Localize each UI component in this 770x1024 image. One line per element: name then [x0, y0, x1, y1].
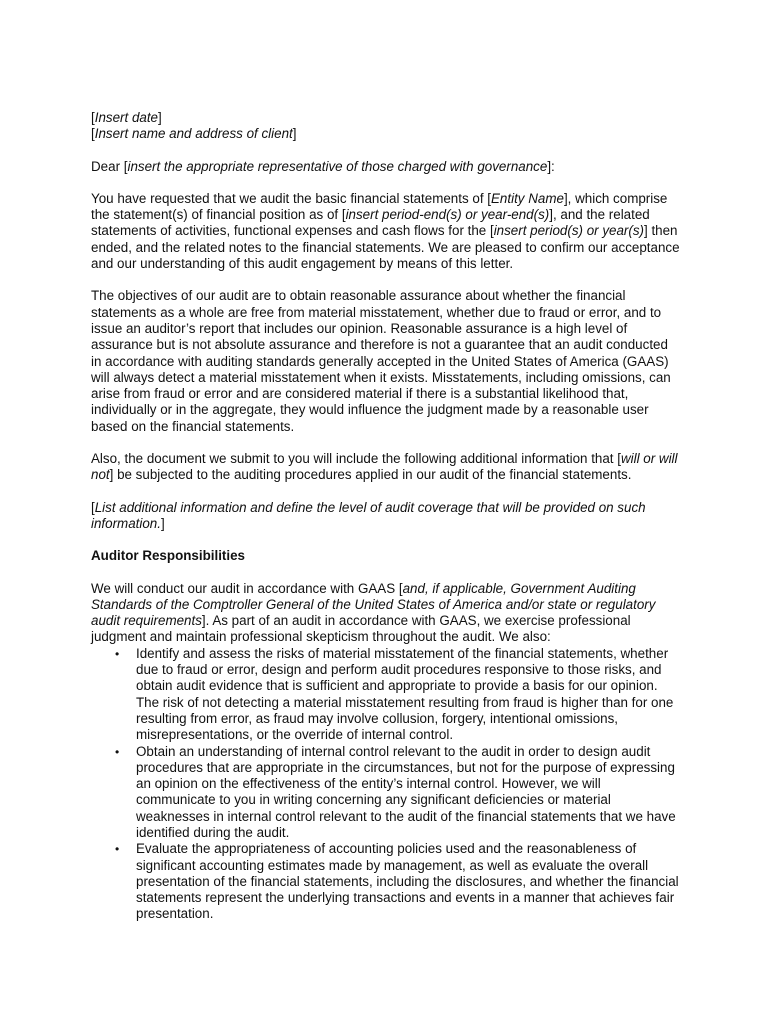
list-item: • Obtain an understanding of internal control relevant to the audit in order to design audit procedures that are appropriate in the circumstances, but not for the purpose of expressing an opinion on the effectiveness of the entity’s internal control. However, we will communicate to you in writing concerning any significant deficiencies or material weaknesses in internal control relevant to the audit of the financial statements that we have identified during the audit.	[115, 743, 676, 840]
salutation-placeholder: insert the appropriate representative of those charged with governance	[127, 158, 548, 174]
salutation: Dear [insert the appropriate representative of those charged with governance]:	[91, 158, 555, 174]
bullet-icon: •	[115, 842, 120, 857]
section-heading-auditor-responsibilities: Auditor Responsibilities	[91, 548, 246, 564]
periods-placeholder: insert period(s) or year(s)	[493, 223, 644, 239]
bullet-icon: •	[115, 744, 120, 759]
additional-info-paragraph: Also, the document we submit to you will include the following additional information that [will or will not] be subjected to the auditing procedures applied in our audit of the financial statements.	[91, 451, 678, 483]
responsibilities-list	[91, 646, 681, 923]
objectives-paragraph: The objectives of our audit are to obtain reasonable assurance about whether the financial statements as a whole are free from material misstatement, whether due to fraud or error, and to issue an auditor’s report that includes our opinion. Reasonable assurance is a high level of assurance but is not absolute assurance and therefore is not a guarantee that an audit conducted in accordance with auditing standards generally accepted in the United States of America (GAAS) will always detect a material misstatement when it exists. Misstatements, including omissions, can arise from fraud or error and are considered material if there is a substantial likelihood that, individually or in the aggregate, they would influence the judgment made by a reasonable user based on the financial statements.	[91, 288, 671, 434]
additional-info-placeholder: List additional information and define the level of audit coverage that will be provided on such information.	[91, 499, 646, 531]
gaas-paragraph: We will conduct our audit in accordance with GAAS [and, if applicable, Government Auditing Standards of the Comptroller General of the United States of America and/or state or regulatory audit requirements]. As part of an audit in accordance with GAAS, we exercise professional judgment and maintain professional skepticism throughout the audit. We also:	[91, 580, 656, 645]
entity-name-placeholder: Entity Name	[491, 190, 564, 206]
list-item: • Identify and assess the risks of material misstatement of the financial statements, whether due to fraud or error, design and perform audit procedures responsive to those risks, and obtain audit evidence that is sufficient and appropriate to provide a basis for our opinion. The risk of not detecting a material misstatement resulting from fraud is higher than for one resulting from error, as fraud may involve collusion, forgery, intentional omissions, misrepresentations, or the override of internal control.	[115, 645, 674, 743]
period-end-placeholder: insert period-end(s) or year-end(s)	[345, 207, 550, 223]
letter-page	[91, 110, 681, 923]
engagement-paragraph: You have requested that we audit the basic financial statements of [Entity Name], which comprise the statement(s) of financial position as of [insert period-end(s) or year-end(s)], and the related statements of activities, functional expenses and cash flows for the [insert period(s) or year(s)] then ended, and the related notes to the financial statements. We are pleased to confirm our acceptance and our understanding of this audit engagement by means of this letter.	[91, 190, 680, 272]
date-placeholder: Insert date	[94, 110, 159, 125]
date-line: [Insert date]	[91, 110, 162, 125]
list-item: • Evaluate the appropriateness of accounting policies used and the reasonableness of significant accounting estimates made by management, as well as evaluate the overall presentation of the financial statements, including the disclosures, and whether the financial statements represent the underlying transactions and events in a manner that achieves fair presentation.	[115, 841, 679, 922]
client-line: [Insert name and address of client]	[91, 126, 297, 142]
additional-info-instruction: [List additional information and define the level of audit coverage that will be provided on such information.]	[91, 499, 646, 531]
client-placeholder: Insert name and address of client	[94, 126, 293, 142]
bullet-icon: •	[115, 646, 120, 661]
will-or-will-not-placeholder: will or will not	[91, 451, 678, 483]
gaas-placeholder: and, if applicable, Government Auditing Standards of the Comptroller General of the United States of America and/or state or regulatory audit requirements	[91, 580, 656, 629]
